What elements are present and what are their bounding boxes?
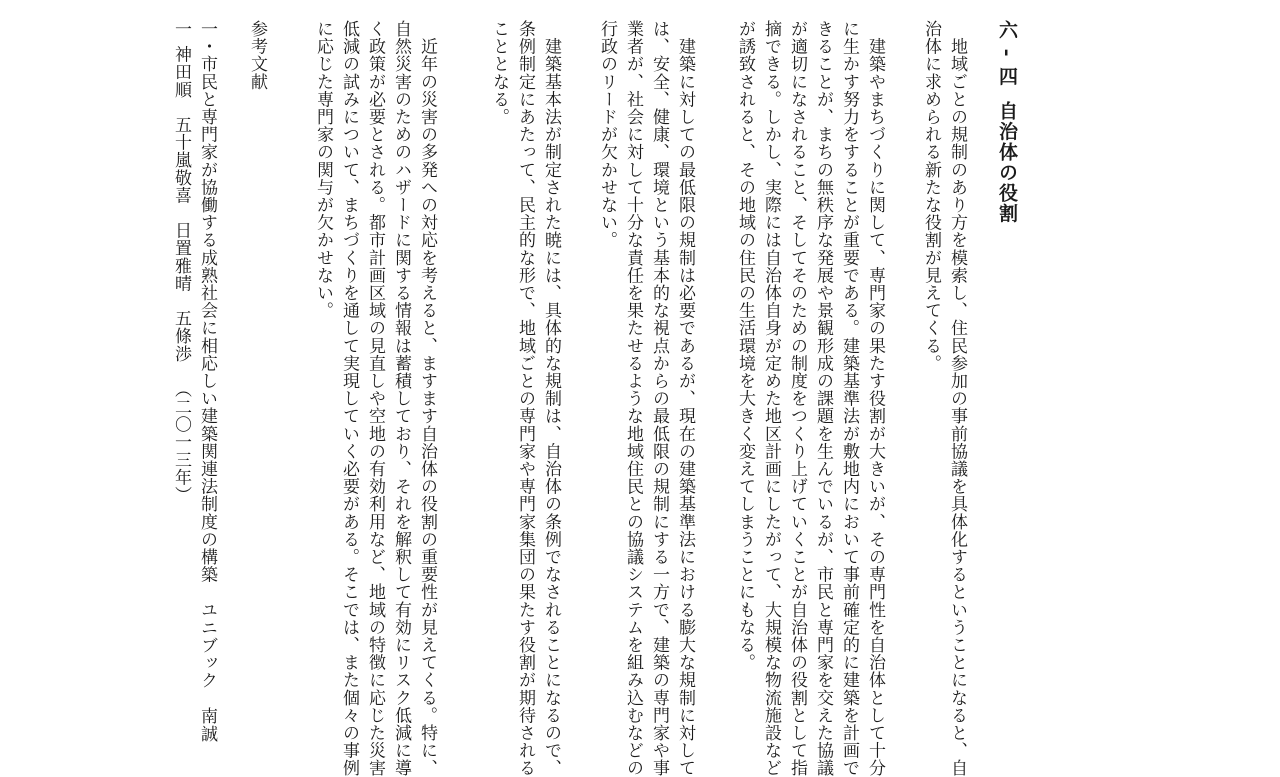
paragraph-line: が適切になされること、そしてそのための制度をつくり上げていくことが自治体の役割として指 — [787, 20, 807, 777]
paragraph-4 — [464, 20, 564, 777]
paragraph-line: 摘できる。しかし、実際には自治体自身が定めた地区計画にしたがって、大規模な物流施設など — [761, 20, 781, 777]
reference-publisher: ユニブック — [197, 601, 217, 690]
paragraph-line: 自然災害のためのハザードに関する情報は蓄積しており、それを解釈して有効にリスク低減に導 — [391, 20, 411, 777]
paragraph-line: きることが、まちの無秩序な発展や景観形成の課題を生んでいるが、市民と専門家を交えた協議 — [813, 20, 833, 777]
paragraph-line: に生かす努力をすることが重要である。建築基準法が敷地内において事前確定的に建築を計画で — [839, 20, 859, 777]
paragraph-3 — [568, 20, 698, 777]
section-title: 自治体の役割 — [996, 100, 1018, 224]
references-list — [164, 20, 220, 743]
paragraph-line: が誘致されると、その地域の住民の生活環境を大きく変えてしまうことにもなる。 — [735, 20, 755, 672]
reference-item — [168, 20, 194, 710]
paragraph-2 — [724, 20, 888, 777]
section-heading — [990, 20, 1020, 710]
paragraph-line: に応じた専門家の関与が欠かせない。 — [313, 20, 333, 320]
paragraph-line: 建築やまちづくりに関して、専門家の果たす役割が大きいが、その専門性を自治体として十分 — [865, 20, 885, 777]
reference-number: 一 — [171, 20, 191, 38]
paragraph-line: 建築に対しての最低限の規制は必要であるが、現在の建築基準法における膨大な規制に対して — [675, 20, 695, 777]
paragraph-line: 行政のリードが欠かせない。 — [597, 20, 617, 249]
references-title — [244, 20, 270, 710]
reference-tail: 南誠 — [197, 707, 217, 743]
paragraph-line: く政策が必要とされる。都市計画区域の見直しや空地の有効利用など、地域の特徴に応じた災害 — [365, 20, 385, 777]
paragraph-line: は、安全、健康、環境という基本的な視点からの最低限の規制にする一方で、建築の専門家や事 — [649, 20, 669, 777]
paragraph-line: 地域ごとの規制のあり方を模索し、住民参加の事前協議を具体化するということになると、自 — [947, 20, 967, 777]
reference-authors: 神田順 五十嵐敬喜 日置雅晴 五條渉 — [171, 45, 191, 363]
references-heading: 参考文献 — [247, 20, 267, 91]
paragraph-5 — [300, 20, 440, 777]
paragraph-line: 条例制定にあたって、民主的な形で、地域ごとの専門家や専門家集団の果たす役割が期待される — [515, 20, 535, 777]
paragraph-line: 建築基本法が制定された暁には、具体的な規制は、自治体の条例でなされることになるので、 — [541, 20, 561, 777]
reference-item — [194, 20, 220, 743]
reference-title: 市民と専門家が協働する成熟社会に相応しい建築関連法制度の構築 — [197, 55, 217, 584]
paragraph-1 — [910, 20, 970, 777]
paragraph-line: 近年の災害の多発への対応を考えると、ますます自治体の役割の重要性が見えてくる。特に、 — [417, 20, 437, 777]
paragraph-line: 低減の試みについて、まちづくりを通して実現していく必要がある。そこでは、また個々の事例 — [339, 20, 359, 777]
reference-number: 一・ — [197, 20, 217, 56]
section-number: 六 - 四 — [996, 20, 1018, 87]
paragraph-line: 業者が、社会に対して十分な責任を果たせるような地域住民との協議システムを組み込むなどの — [623, 20, 643, 777]
reference-year: （二〇一三年） — [171, 380, 191, 504]
paragraph-line: こととなる。 — [489, 20, 509, 126]
paragraph-line: 治体に求められる新たな役割が見えてくる。 — [921, 20, 941, 372]
